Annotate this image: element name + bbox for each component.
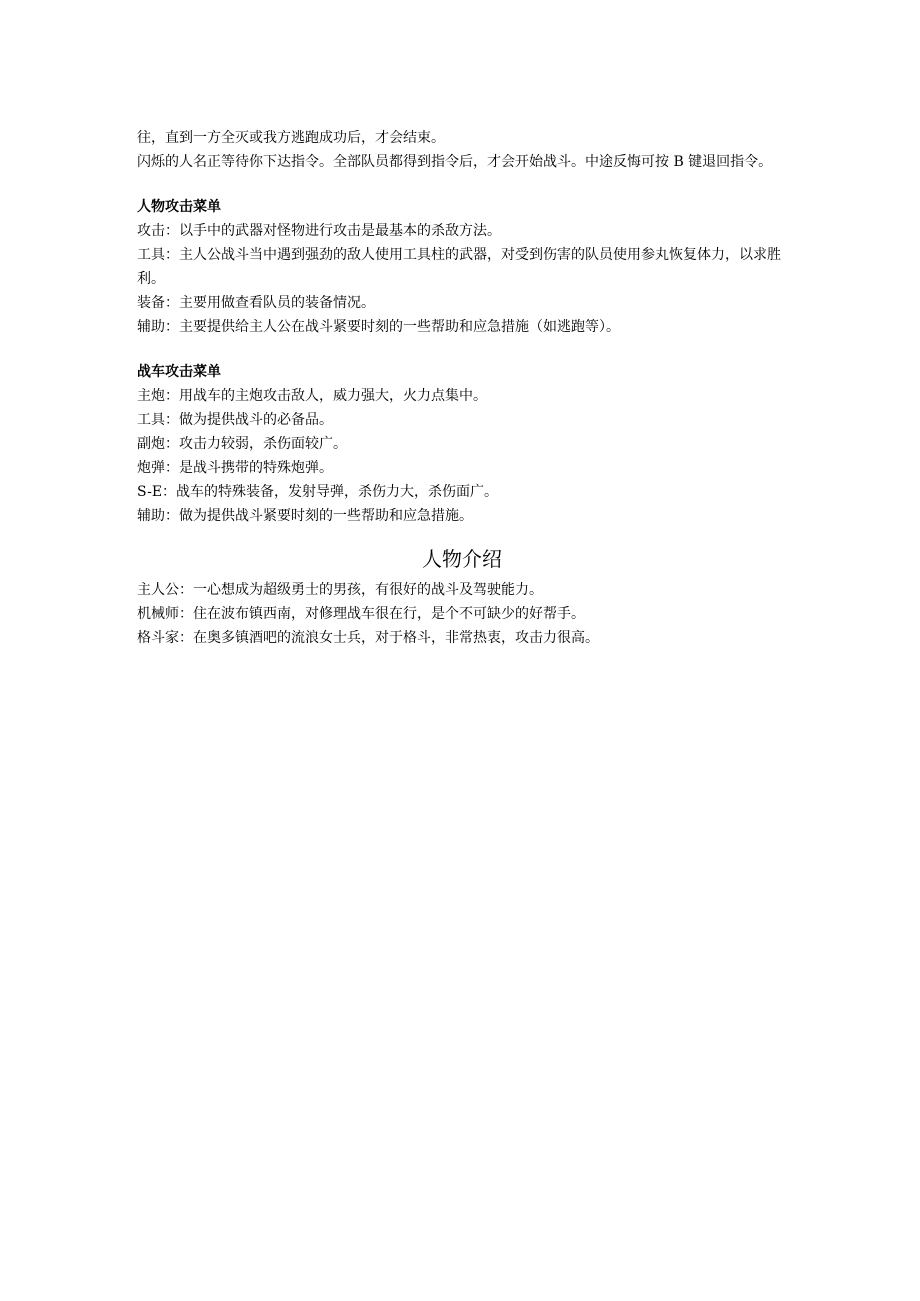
- spacer: [137, 174, 787, 195]
- character-menu-heading: 人物攻击菜单: [137, 199, 221, 215]
- tank-menu-heading: 战车攻击菜单: [137, 364, 221, 380]
- spacer: [137, 339, 787, 360]
- tank-menu-section: [137, 360, 787, 528]
- document-page: [137, 126, 787, 650]
- menu-item: 工具：做为提供战斗的必备品。: [137, 412, 333, 428]
- character-item: 主人公：一心想成为超级勇士的男孩，有很好的战斗及驾驶能力。: [137, 582, 543, 598]
- intro-line: 往，直到一方全灭或我方逃跑成功后，才会结束。: [137, 130, 445, 146]
- characters-section: [137, 544, 787, 650]
- menu-item: 工具：主人公战斗当中遇到强劲的敌人使用工具柱的武器，对受到伤害的队员使用参丸恢复体力，以求胜利。: [137, 247, 781, 287]
- intro-section: [137, 126, 787, 174]
- menu-item: 攻击：以手中的武器对怪物进行攻击是最基本的杀敌方法。: [137, 223, 501, 239]
- menu-item: 辅助：做为提供战斗紧要时刻的一些帮助和应急措施。: [137, 508, 473, 524]
- character-item: 格斗家：在奥多镇酒吧的流浪女士兵，对于格斗，非常热衷，攻击力很高。: [137, 630, 599, 646]
- intro-line: 闪烁的人名正等待你下达指令。全部队员都得到指令后，才会开始战斗。中途反悔可按 B 键退回指令。: [137, 154, 773, 170]
- menu-item: 炮弹：是战斗携带的特殊炮弹。: [137, 460, 333, 476]
- menu-item: 副炮：攻击力较弱，杀伤面较广。: [137, 436, 347, 452]
- character-item: 机械师：住在波布镇西南，对修理战车很在行，是个不可缺少的好帮手。: [137, 606, 585, 622]
- menu-item: 辅助：主要提供给主人公在战斗紧要时刻的一些帮助和应急措施（如逃跑等）。: [137, 319, 620, 335]
- characters-title: 人物介绍: [422, 547, 502, 571]
- menu-item: 主炮：用战车的主炮攻击敌人，威力强大，火力点集中。: [137, 388, 487, 404]
- menu-item: S-E：战车的特殊装备，发射导弹，杀伤力大，杀伤面广。: [137, 484, 499, 500]
- menu-item: 装备：主要用做查看队员的装备情况。: [137, 295, 375, 311]
- character-menu-section: [137, 195, 787, 339]
